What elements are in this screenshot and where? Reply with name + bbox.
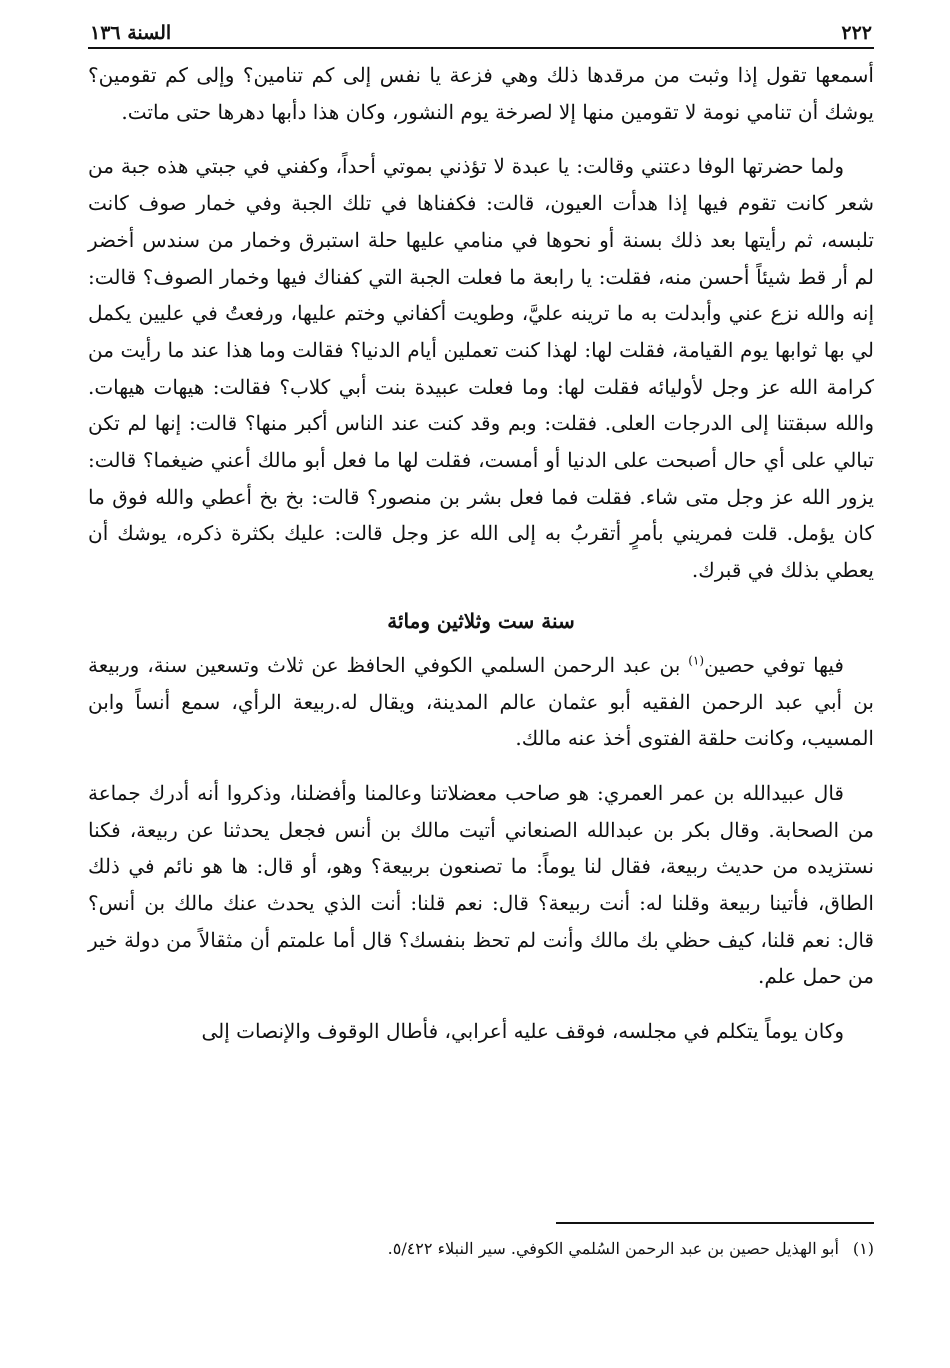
paragraph-2: ولما حضرتها الوفا دعتني وقالت: يا عبدة لا تؤذني بموتي أحداً، وكفني في جبتي هذه جبة من شعر كانت تقوم فيها إذا هدأت العيون، قالت: فكفناها في تلك الجبة وفي خمار صوف كانت تلبسه، ثم رأيتها بعد ذلك بسنة أو نحوها في منامي عليها حلة استبرق وخمار من سندس أخضر لم أر قط شيئاً أحسن منه، فقلت: يا رابعة ما فعلت الجبة التي كفناك فيها وخمار الصوف؟ قالت: إنه والله نزع عني وأبدلت به ما ترينه عليَّ، وطويت أكفاني وختم عليها، ورفعتُ في عليين يكمل لي بها ثوابها يوم القيامة، فقلت لها: لهذا كنت تعملين أيام الدنيا؟ فقالت وما هذا عند ما رأيت من كرامة الله عز وجل لأوليائه فقلت لها: وما فعلت عبيدة بنت أبي كلاب؟ فقالت: هيهات هيهات. والله سبقتنا إلى الدرجات العلى. فقلت: وبم وقد كنت عند الناس أكبر منها؟ قالت: إنها لم تكن تبالي على أي حال أصبحت على الدنيا أو أمست، فقلت لها ما فعل أبو مالك أعني ضيغما؟ قالت: يزور الله عز وجل متى شاء. فقلت فما فعل بشر بن منصور؟ قالت: بخ بخ أعطي والله فوق ما كان يؤمل. قلت فمريني بأمرٍ أتقربُ به إلى الله عز وجل قالت: عليك بكثرة ذكره، يوشك أن يعطي بذلك في قبرك.: [88, 154, 874, 583]
footnote-number: (١): [852, 1239, 874, 1258]
paragraph-3-start: فيها توفي حصين: [704, 652, 844, 677]
page-body: [88, 57, 874, 1050]
paragraph-5: وكان يوماً يتكلم في مجلسه، فوقف عليه أعرابي، فأطال الوقوف والإنصات إلى: [201, 1019, 844, 1044]
running-title: السنة ١٣٦: [90, 22, 172, 44]
footnote-divider: [556, 1222, 874, 1224]
footnote-reference: (١): [688, 653, 705, 668]
footnote: [88, 1234, 874, 1264]
paragraph-3: [88, 647, 874, 757]
page-number: ٢٢٢: [841, 22, 872, 44]
paragraph-4: قال عبيدالله بن عمر العمري: هو صاحب معضلاتنا وعالمنا وأفضلنا، وذكروا أنه أدرك جماعة من الصحابة. وقال بكر بن عبدالله الصنعاني أتيت مالك بن أنس فجعل يحدثنا عن ربيعة، فكنا نستزيده من حديث ربيعة، فقال لنا يوماً: ما تصنعون بربيعة؟ وهو، أو قال: ها هو نائم في ذلك الطاق، فأتينا ربيعة وقلنا له: أنت ربيعة؟ قال: نعم قلنا: أنت الذي يحدث عنك مالك بن أنس؟ قال: نعم قلنا، كيف حظي بك مالك وأنت لم تحظ بنفسك؟ قال أما علمتم أن مثقالاً من دولة خير من حمل علم.: [88, 780, 874, 989]
section-heading: سنة ست وثلاثين ومائة: [387, 608, 575, 633]
paragraph-1: أسمعها تقول إذا وثبت من مرقدها ذلك وهي فزعة يا نفس إلى كم تنامين؟ وإلى كم تقومين؟ يوشك أن تنامي نومة لا تقومين منها إلا لصرخة يوم النشور، وكان هذا دأبها دهرها حتى ماتت.: [88, 63, 874, 124]
paragraph-3-rest: بن عبد الرحمن السلمي الكوفي الحافظ عن ثلاث وتسعين سنة، وربيعة بن أبي عبد الرحمن الفقيه أبو عثمان عالم المدينة، ويقال له.ربيعة الرأي، سمع أنساً وابن المسيب، وكانت حلقة الفتوى أخذ عنه مالك.: [88, 652, 874, 751]
page-header: [88, 14, 874, 49]
book-page: [88, 14, 874, 1050]
footnote-text: أبو الهذيل حصين بن عبد الرحمن السُلمي الكوفي. سير النبلاء ٥/٤٢٢.: [387, 1239, 839, 1258]
